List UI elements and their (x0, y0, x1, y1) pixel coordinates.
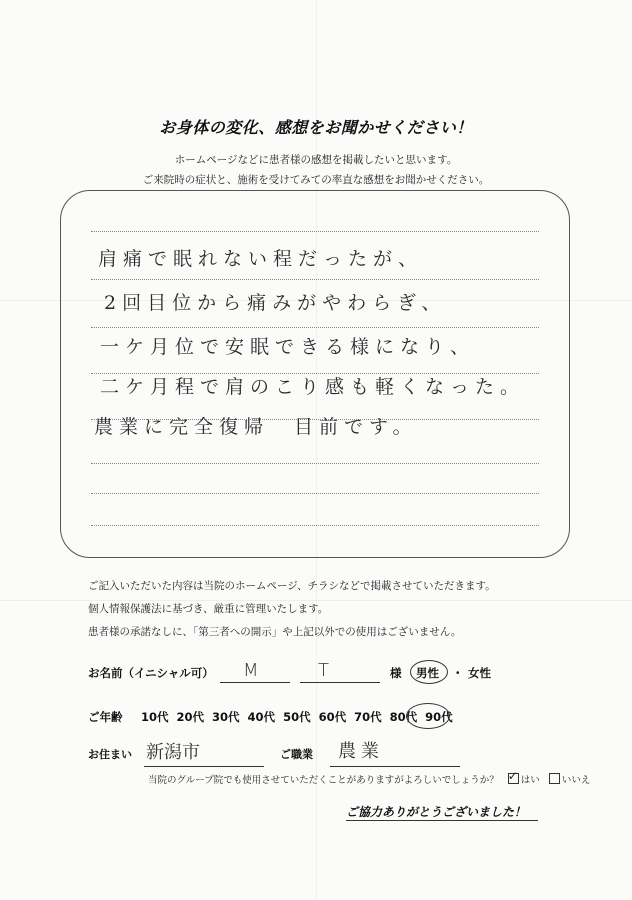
age-label: ご年齢 (88, 710, 123, 724)
gender-option-male[interactable]: 男性 (416, 666, 439, 680)
thank-you-message: ご協力ありがとうございました！ (346, 805, 527, 819)
writing-line (91, 525, 539, 526)
age-selection-circle (406, 703, 450, 729)
age-option-20s[interactable]: 20代 (176, 710, 205, 724)
name-initial-2: T (318, 660, 329, 681)
form-subtitle-1: ホームページなどに患者様の感想を掲載したいと思います。 (174, 154, 458, 166)
writing-line (91, 493, 539, 494)
age-option-10s[interactable]: 10代 (141, 710, 169, 724)
gender-separator: ・ (452, 666, 464, 680)
address-field[interactable] (144, 766, 264, 767)
age-option-70s[interactable]: 70代 (354, 710, 382, 724)
thank-you-underline (346, 820, 538, 821)
comment-line-4: 二ケ月程で肩のこり感も軽くなった。 (100, 376, 526, 398)
age-option-30s[interactable]: 30代 (212, 710, 240, 724)
occupation-field[interactable] (330, 766, 460, 767)
consent-question: 当院のグループ院でも使用させていただくことがありますがよろしいでしょうか？ (148, 775, 499, 786)
honorific: 様 (390, 666, 402, 680)
consent-no-label: いいえ (561, 775, 591, 786)
name-initial-1: M (243, 660, 259, 681)
comment-line-1: 肩痛で眠れない程だったが、 (98, 248, 424, 270)
age-option-90s[interactable]: 90代 (425, 710, 453, 724)
consent-yes-label: はい (520, 775, 540, 786)
consent-yes-checkbox[interactable] (507, 769, 519, 784)
comment-line-3: 一ケ月位で安眠できる様になり、 (100, 336, 476, 358)
writing-line (91, 463, 539, 464)
name-field-1[interactable] (220, 682, 290, 683)
privacy-notice-1: ご記入いただいた内容は当院のホームページ、チラシなどで掲載させていただきます。 (88, 580, 496, 592)
form-title: お身体の変化、感想をお聞かせください！ (159, 118, 473, 137)
check-mark-icon: ✓ (507, 769, 518, 783)
age-option-50s[interactable]: 50代 (283, 710, 311, 724)
age-option-60s[interactable]: 60代 (318, 710, 347, 724)
address-value: 新潟市 (146, 742, 200, 763)
address-label: お住まい (88, 748, 132, 761)
age-option-80s[interactable]: 80代 (389, 710, 418, 724)
name-field-2[interactable] (300, 682, 380, 683)
name-label: お名前（イニシャル可） (88, 666, 214, 680)
privacy-notice-3: 患者様の承諾なしに、「第三者への開示」や上記以外での使用はございません。 (88, 626, 462, 638)
age-option-40s[interactable]: 40代 (247, 710, 276, 724)
occupation-label: ご職業 (280, 748, 313, 761)
privacy-notice-2: 個人情報保護法に基づき、厳重に管理いたします。 (88, 603, 329, 615)
gender-option-female[interactable]: 女性 (468, 666, 491, 680)
form-subtitle-2: ご来院時の症状と、施術を受けてみての率直な感想をお聞かせください。 (142, 174, 490, 186)
consent-no-checkbox[interactable] (549, 773, 560, 784)
consent-row (148, 769, 591, 786)
occupation-value: 農業 (338, 741, 384, 762)
writing-line (91, 279, 539, 280)
writing-line (91, 231, 539, 232)
comment-line-5: 農業に完全復帰 目前です。 (94, 416, 418, 438)
writing-line (91, 327, 539, 328)
comment-line-2: 2回目位から痛みがやわらぎ、 (104, 292, 447, 314)
